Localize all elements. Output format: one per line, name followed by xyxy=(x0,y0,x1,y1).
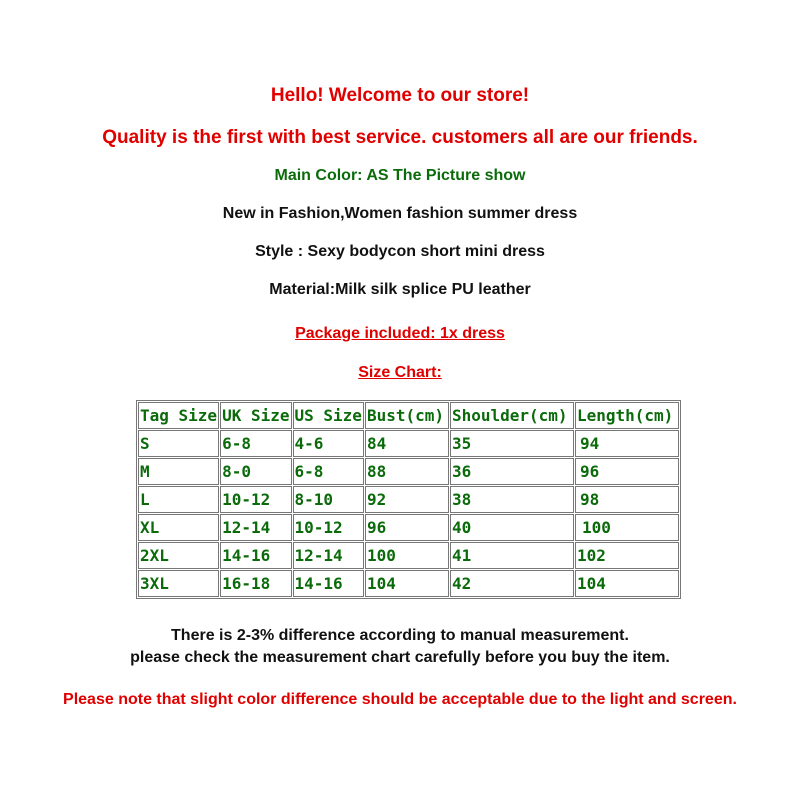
tag-size-cell: L xyxy=(138,486,219,513)
header-us-size: US Size xyxy=(293,402,364,429)
shoulder-cell: 35 xyxy=(450,430,574,457)
tag-size-cell: M xyxy=(138,458,219,485)
table-row xyxy=(138,430,679,457)
color-difference-note: Please note that slight color difference should be acceptable due to the light and screen. xyxy=(63,691,737,708)
length-cell: 102 xyxy=(575,542,679,569)
header-bust: Bust(cm) xyxy=(365,402,449,429)
length-cell: 104 xyxy=(575,570,679,597)
shoulder-cell: 42 xyxy=(450,570,574,597)
measurement-check-note: please check the measurement chart carefully before you buy the item. xyxy=(130,649,670,666)
us-size-cell: 4-6 xyxy=(293,430,364,457)
us-size-cell: 6-8 xyxy=(293,458,364,485)
quality-statement: Quality is the first with best service. customers all are our friends. xyxy=(102,127,698,148)
greeting-heading: Hello! Welcome to our store! xyxy=(270,85,530,106)
size-chart-table-container xyxy=(136,400,681,599)
bust-cell: 96 xyxy=(365,514,449,541)
bust-cell: 104 xyxy=(365,570,449,597)
bust-cell: 92 xyxy=(365,486,449,513)
tag-size-cell: 2XL xyxy=(138,542,219,569)
uk-size-cell: 10-12 xyxy=(220,486,291,513)
header-tag-size: Tag Size xyxy=(138,402,219,429)
bust-cell: 84 xyxy=(365,430,449,457)
uk-size-cell: 12-14 xyxy=(220,514,291,541)
length-cell: 94 xyxy=(575,430,679,457)
shoulder-cell: 41 xyxy=(450,542,574,569)
uk-size-cell: 16-18 xyxy=(220,570,291,597)
table-row xyxy=(138,542,679,569)
fashion-description: New in Fashion,Women fashion summer dress xyxy=(222,205,578,222)
measurement-note: There is 2-3% difference according to manual measurement. xyxy=(171,627,629,644)
size-chart-table xyxy=(136,400,681,599)
us-size-cell: 10-12 xyxy=(293,514,364,541)
uk-size-cell: 8-0 xyxy=(220,458,291,485)
shoulder-cell: 38 xyxy=(450,486,574,513)
table-row xyxy=(138,570,679,597)
tag-size-cell: S xyxy=(138,430,219,457)
us-size-cell: 8-10 xyxy=(293,486,364,513)
cropped-text-fragment xyxy=(0,734,800,742)
size-chart-title: Size Chart: xyxy=(358,364,442,381)
us-size-cell: 12-14 xyxy=(293,542,364,569)
header-uk-size: UK Size xyxy=(220,402,291,429)
uk-size-cell: 14-16 xyxy=(220,542,291,569)
size-chart-header-row xyxy=(138,402,679,429)
package-included-text: Package included: 1x dress xyxy=(295,325,505,342)
tag-size-cell: XL xyxy=(138,514,219,541)
bust-cell: 88 xyxy=(365,458,449,485)
main-color-text: Main Color: AS The Picture show xyxy=(274,167,526,184)
shoulder-cell: 40 xyxy=(450,514,574,541)
length-cell: 96 xyxy=(575,458,679,485)
length-cell: 100 xyxy=(575,514,679,541)
tag-size-cell: 3XL xyxy=(138,570,219,597)
table-row xyxy=(138,514,679,541)
table-row xyxy=(138,458,679,485)
style-description: Style : Sexy bodycon short mini dress xyxy=(255,243,545,260)
bust-cell: 100 xyxy=(365,542,449,569)
shoulder-cell: 36 xyxy=(450,458,574,485)
uk-size-cell: 6-8 xyxy=(220,430,291,457)
material-description: Material:Milk silk splice PU leather xyxy=(269,281,531,298)
header-length: Length(cm) xyxy=(575,402,679,429)
length-cell: 98 xyxy=(575,486,679,513)
us-size-cell: 14-16 xyxy=(293,570,364,597)
table-row xyxy=(138,486,679,513)
header-shoulder: Shoulder(cm) xyxy=(450,402,574,429)
